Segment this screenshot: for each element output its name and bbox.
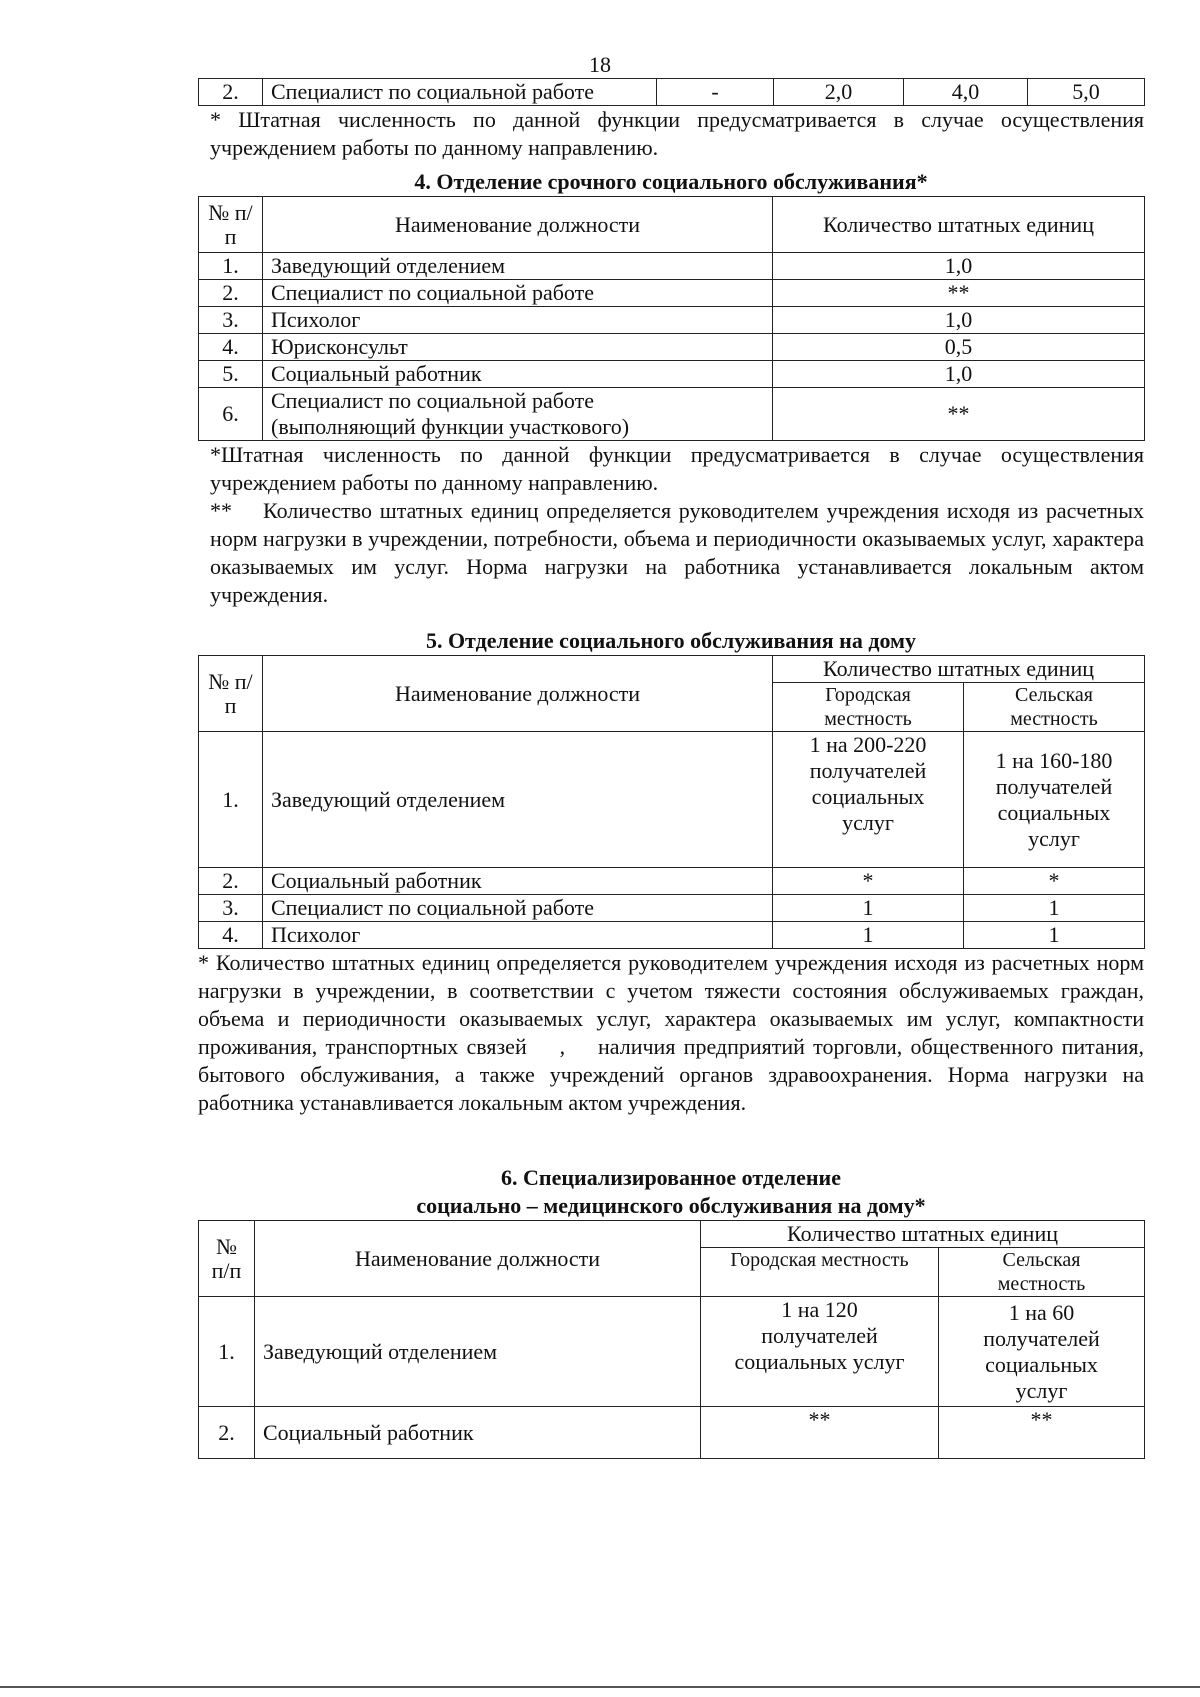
row-number: 2.: [199, 868, 263, 895]
rural-quantity-cell: 1 на 60 получателей социальных услуг: [939, 1297, 1145, 1407]
section-5: [198, 627, 1150, 1117]
section-5-table: [198, 655, 1145, 949]
position-name: Заведующий отделением: [263, 253, 773, 280]
quantity-cell: **: [773, 280, 1145, 307]
section-4-title: 4. Отделение срочного социального обслуживания*: [414, 169, 928, 194]
position-name: Социальный работник: [255, 1407, 701, 1459]
column-header-rural: Сельская местность: [964, 683, 1145, 732]
section-6-title-line-1: 6. Специализированное отделение: [501, 1165, 841, 1190]
section-4-footnote-1: *Штатная численность по данной функции предусматривается в случае осуществления учреждением работы по данному направлению.: [210, 442, 1144, 495]
table-header-row: [199, 197, 1145, 253]
table-header-row: [199, 1221, 1145, 1248]
value-cell: 4,0: [904, 79, 1028, 106]
rural-quantity-cell: *: [964, 868, 1145, 895]
table-header-row: [199, 656, 1145, 683]
section-5-footnote: * Количество штатных единиц определяется руководителем учреждения исходя из расчетных норм нагрузки в учреждении, в соответствии с учетом тяжести состояния обслуживаемых граждан, объема и периодичности оказываемых услуг, характера оказываемых им услуг, компактности проживания, транспортных связей , наличия предприятий торговли, общественного питания, бытового обслуживания, а также учреждений органов здравоохранения. Норма нагрузки на работника устанавливается локальным актом учреждения.: [198, 950, 1150, 1115]
section-6: [198, 1164, 1144, 1459]
table-row: [199, 868, 1145, 895]
top-footnote: * Штатная численность по данной функции предусматривается в случае осуществления учреждением работы по данному направлению.: [210, 107, 1144, 160]
urban-quantity-cell: *: [773, 868, 964, 895]
table-row: [199, 280, 1145, 307]
row-number: 1.: [199, 253, 263, 280]
column-header-name: Наименование должности: [255, 1221, 701, 1297]
row-number: 2.: [199, 280, 263, 307]
quantity-cell: 1,0: [773, 307, 1145, 334]
position-name: Социальный работник: [263, 361, 773, 388]
position-name: Специалист по социальной работе: [263, 79, 657, 106]
row-number: 4.: [199, 334, 263, 361]
column-header-urban: Городская местность: [773, 683, 964, 732]
section-6-table: [198, 1220, 1145, 1459]
position-name: Специалист по социальной работе: [263, 280, 773, 307]
column-header-number: № п/п: [199, 656, 263, 732]
section-6-title-line-2: социально – медицинского обслуживания на дому*: [416, 1193, 926, 1218]
table-row: [199, 1407, 1145, 1459]
position-name-line: Специалист по социальной работе: [271, 388, 594, 413]
position-name: Психолог: [263, 307, 773, 334]
table-row: [199, 388, 1145, 441]
urban-quantity-cell: **: [701, 1407, 939, 1459]
column-header-urban: Городская местность: [701, 1248, 939, 1297]
row-number: 3.: [199, 895, 263, 922]
column-header-quantity: Количество штатных единиц: [773, 656, 1145, 683]
page-number: 18: [589, 52, 611, 77]
rural-quantity-cell: 1: [964, 922, 1145, 949]
position-name: Специалист по социальной работе: [263, 895, 773, 922]
column-header-rural: Сельская местность: [939, 1248, 1145, 1297]
table-row: [199, 922, 1145, 949]
position-name-line: (выполняющий функции участкового): [271, 414, 630, 439]
row-number: 5.: [199, 361, 263, 388]
rural-quantity-cell: **: [939, 1407, 1145, 1459]
table-row: [199, 307, 1145, 334]
value-cell: 2,0: [774, 79, 904, 106]
position-name: [263, 388, 773, 441]
value-cell: 5,0: [1028, 79, 1145, 106]
position-name: Заведующий отделением: [255, 1297, 701, 1407]
table-row: [199, 1297, 1145, 1407]
quantity-cell: 1,0: [773, 361, 1145, 388]
section-4-footnote-2: ** Количество штатных единиц определяется руководителем учреждения исходя из расчетных норм нагрузки в учреждении, потребности, объема и периодичности оказываемых услуг, характера оказываемых им услуг. Норма нагрузки на работника устанавливается локальным актом учреждения.: [210, 498, 1150, 607]
urban-quantity-cell: 1 на 200-220 получателей социальных услуг: [773, 732, 964, 868]
row-number: 6.: [199, 388, 263, 441]
column-header-quantity: Количество штатных единиц: [773, 197, 1145, 253]
column-header-quantity: Количество штатных единиц: [701, 1221, 1145, 1248]
table-row: [199, 361, 1145, 388]
row-number: 1.: [199, 1297, 255, 1407]
top-table: [198, 78, 1145, 106]
table-row: [199, 253, 1145, 280]
urban-quantity-cell: 1: [773, 895, 964, 922]
value-cell: -: [657, 79, 774, 106]
position-name: Социальный работник: [263, 868, 773, 895]
position-name: Заведующий отделением: [263, 732, 773, 868]
section-4: [198, 168, 1150, 609]
table-row: [199, 732, 1145, 868]
quantity-cell: 0,5: [773, 334, 1145, 361]
row-number: 2.: [199, 1407, 255, 1459]
rural-quantity-cell: 1: [964, 895, 1145, 922]
top-table-block: [198, 78, 1144, 162]
section-4-table: [198, 196, 1145, 441]
column-header-number: № п/п: [199, 1221, 255, 1297]
urban-quantity-cell: 1 на 120 получателей социальных услуг: [701, 1297, 939, 1407]
scan-edge-line: [0, 1686, 1200, 1688]
column-header-name: Наименование должности: [263, 656, 773, 732]
table-row: [199, 334, 1145, 361]
row-number: 2.: [199, 79, 263, 106]
position-name: Психолог: [263, 922, 773, 949]
quantity-cell: **: [773, 388, 1145, 441]
table-row: [199, 895, 1145, 922]
section-5-title: 5. Отделение социального обслуживания на дому: [425, 628, 917, 653]
column-header-number: № п/п: [199, 197, 263, 253]
column-header-name: Наименование должности: [263, 197, 773, 253]
urban-quantity-cell: 1: [773, 922, 964, 949]
position-name: Юрисконсульт: [263, 334, 773, 361]
row-number: 4.: [199, 922, 263, 949]
rural-quantity-cell: 1 на 160-180 получателей социальных услуг: [964, 732, 1145, 868]
row-number: 3.: [199, 307, 263, 334]
row-number: 1.: [199, 732, 263, 868]
table-row: [199, 79, 1145, 106]
quantity-cell: 1,0: [773, 253, 1145, 280]
